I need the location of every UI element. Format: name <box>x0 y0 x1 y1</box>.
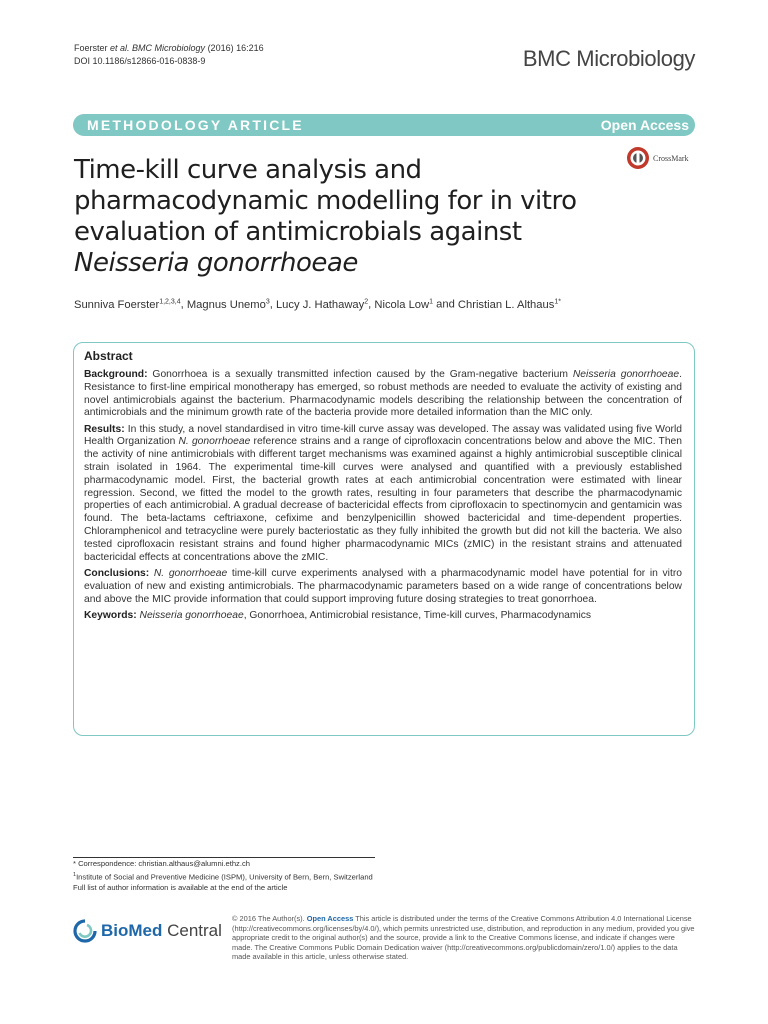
results-label: Results: <box>84 423 125 435</box>
article-type-banner <box>73 114 695 136</box>
license-open-access: Open Access <box>306 914 354 923</box>
keywords-italic: Neisseria gonorrhoeae <box>136 609 244 621</box>
license-text <box>232 914 696 962</box>
affiliation-note <box>73 870 373 883</box>
publisher-name-light: Central <box>162 921 222 940</box>
correspondence-note[interactable]: * Correspondence: christian.althaus@alumni.ethz.ch <box>73 859 250 868</box>
keywords-label: Keywords: <box>84 609 137 621</box>
abstract-conclusions <box>84 568 682 606</box>
publisher-logo[interactable] <box>73 919 222 943</box>
conclusions-text: time-kill curve experiments analysed with a pharmacodynamic model have potential for in vitro evaluation of new and existing antimicrobials. The pharmacodynamic parameters based on a wide range of concentrations below and above the MIC provide information that could support improving future dosing strategies to treat gonorrhoea. <box>84 567 682 605</box>
affiliation-text: Institute of Social and Preventive Medicine (ISPM), University of Bern, Bern, Switzerland <box>76 872 373 882</box>
author-name[interactable]: Magnus Unemo <box>186 298 266 311</box>
journal-name[interactable]: BMC Microbiology <box>522 46 695 71</box>
author-separator: , <box>368 298 375 311</box>
author[interactable] <box>276 299 368 311</box>
publisher-name-bold: BioMed <box>101 921 163 940</box>
author[interactable] <box>458 299 561 311</box>
abstract-keywords <box>84 610 682 623</box>
author-info-note: Full list of author information is available at the end of the article <box>73 882 288 892</box>
abstract-box <box>73 342 695 736</box>
results-italic: N. gonorrhoeae <box>178 436 251 448</box>
author-name[interactable]: Nicola Low <box>374 298 430 311</box>
publisher-name <box>101 921 222 941</box>
keywords-text: , Gonorrhoea, Antimicrobial resistance, Time-kill curves, Pharmacodynamics <box>243 609 592 621</box>
background-text: Gonorrhoea is a sexually transmitted infection caused by the Gram-negative bacterium <box>147 369 573 380</box>
author-list <box>74 298 561 311</box>
title-line-4-italic: Neisseria gonorrhoeae <box>74 248 358 278</box>
background-italic: Neisseria gonorrhoeae <box>572 369 680 380</box>
author-affiliation: 1,2,3,4 <box>159 298 181 305</box>
open-access-label[interactable]: Open Access <box>600 117 689 133</box>
footnotes <box>73 859 373 893</box>
results-text: reference strains and a range of ciprofloxacin concentrations below and above the MIC. Then the activity of nine antimicrobials with different target mechanisms was examined against a highly antimicrobial susceptible clinical strain isolated in 1964. The experimental time-kill curves were analysed and quantified with a previously established pharmacodynamic model. First, the bacterial growth rates at each antimicrobial concentration were estimated with linear regression. Second, we fitted the model to the growth rates, resulting in four parameters that describe the pharmacodynamic properties of each antimicrobial. A gradual decrease of bactericidal effects from ciprofloxacin to spectinomycin and gentamicin was found. The beta-lactams ceftriaxone, cefixime and benzylpenicillin showed bactericidal and time-dependent properties. Chloramphenicol and tetracycline were purely bacteriostatic as they fully inhibited the growth but did not kill the bacteria. We also tested ciprofloxacin resistant strains and found higher pharmacodynamic MICs (zMIC) in the resistant strains and attenuated bactericidal effects at concentrations above the zMIC. <box>84 436 682 563</box>
license-copyright: © 2016 The Author(s). <box>232 914 307 923</box>
author-name[interactable]: Christian L. Althaus <box>457 298 555 311</box>
conclusions-label: Conclusions: <box>84 567 150 579</box>
affiliation-number: 1 <box>73 871 77 878</box>
crossmark-label: CrossMark <box>653 153 689 163</box>
title-line-1: Time-kill curve analysis and <box>74 155 422 185</box>
doi-line[interactable]: DOI 10.1186/s12866-016-0838-9 <box>74 56 206 66</box>
citation-authors: Foerster <box>74 43 111 53</box>
title-line-2: pharmacodynamic modelling for in vitro <box>74 186 577 216</box>
author-affiliation: 2 <box>364 298 369 305</box>
crossmark-badge[interactable] <box>626 146 689 170</box>
citation-journal: et al. BMC Microbiology <box>110 43 206 53</box>
author[interactable] <box>187 299 270 311</box>
citation-volume: (2016) 16:216 <box>205 43 264 53</box>
background-text: . Resistance to first-line empirical monotherapy has emerged, so robust methods are needed to evaluate the activity of existing and novel antimicrobials against the bacterium. Pharmacodynamic models describing the relationship between the concentration of antimicrobials and the minimum growth rate of the bacteria provide more detailed information than the MIC only. <box>84 369 682 419</box>
author-affiliation: 1* <box>554 298 561 305</box>
citation-line <box>74 42 264 55</box>
author-separator: and <box>433 298 458 311</box>
title-line-3: evaluation of antimicrobials against <box>74 217 522 247</box>
crossmark-icon <box>626 146 650 170</box>
biomed-central-logo-icon <box>73 919 97 943</box>
abstract-heading: Abstract <box>84 349 133 363</box>
conclusions-italic: N. gonorrhoeae <box>149 567 228 579</box>
author[interactable] <box>374 299 433 311</box>
background-label: Background: <box>84 369 148 380</box>
results-text: In this study, a novel standardised in vitro time-kill curve assay was developed. The assay was validated using five World Health Organization <box>84 423 682 448</box>
article-title <box>74 155 614 279</box>
license-body: This article is distributed under the terms of the Creative Commons Attribution 4.0 International License (http://creativecommons.org/licenses/by/4.0/), which permits unrestricted use, distribution, and reproduction in any medium, provided you give appropriate credit to the original author(s) and the source, provide a link to the Creative Commons license, and indicate if changes were made. The Creative Commons Public Domain Dedication waiver (http://creativecommons.org/publicdomain/zero/1.0/) applies to the data made available in this article, unless otherwise stated. <box>232 914 695 962</box>
author-affiliation: 1 <box>429 298 434 305</box>
author-name[interactable]: Sunniva Foerster <box>74 298 160 311</box>
abstract-results <box>84 424 682 565</box>
author-separator: , <box>269 298 276 311</box>
citation-header <box>74 42 264 68</box>
author-name[interactable]: Lucy J. Hathaway <box>275 298 365 311</box>
author-separator: , <box>180 298 187 311</box>
article-type-label: METHODOLOGY ARTICLE <box>87 117 304 133</box>
abstract-background <box>84 369 682 420</box>
footnote-divider <box>73 857 375 858</box>
author-affiliation: 3 <box>265 298 270 305</box>
author[interactable] <box>74 299 181 311</box>
